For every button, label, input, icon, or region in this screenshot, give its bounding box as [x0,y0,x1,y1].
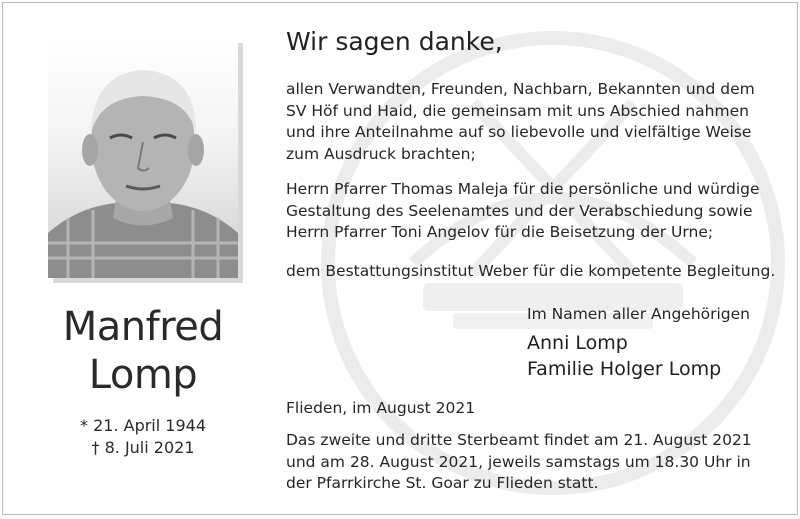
deceased-name [43,303,243,399]
thanks-paragraph-3: dem Bestattungsinstitut Weber für die kompetente Begleitung. [286,262,776,280]
place-date: Flieden, im August 2021 [286,399,476,417]
last-name: Lomp [88,352,198,398]
obituary-card [2,2,798,515]
birth-date: * 21. April 1944 [80,416,206,435]
signature-name-2: Familie Holger Lomp [527,358,722,380]
portrait-photo [48,38,238,278]
life-dates [43,415,243,459]
signature-intro: Im Namen aller Angehörigen [527,305,751,323]
service-note: Das zweite und dritte Sterbeamt findet am 21. August 2021 und am 28. August 2021, jeweils samstags um 18.30 Uhr in der Pfarrkirche St. Goar zu Flieden statt. [286,431,752,493]
signature-name-1: Anni Lomp [527,332,628,354]
first-name: Manfred [62,304,224,350]
thanks-heading: Wir sagen danke, [286,27,503,56]
thanks-paragraph-1: allen Verwandten, Freunden, Nachbarn, Bekannten und dem SV Höf und Haid, die gemeinsam mit uns Abschied nahmen und ihre Anteilnahme auf so liebevolle und vielfältige Weise zum Ausdruck brachten; [286,80,755,163]
death-date: † 8. Juli 2021 [91,438,195,457]
thanks-paragraph-2: Herrn Pfarrer Thomas Maleja für die persönliche und würdige Gestaltung des Seelenamtes und der Verabschiedung sowie Herrn Pfarrer Toni Angelov für die Beisetzung der Urne; [286,180,760,242]
